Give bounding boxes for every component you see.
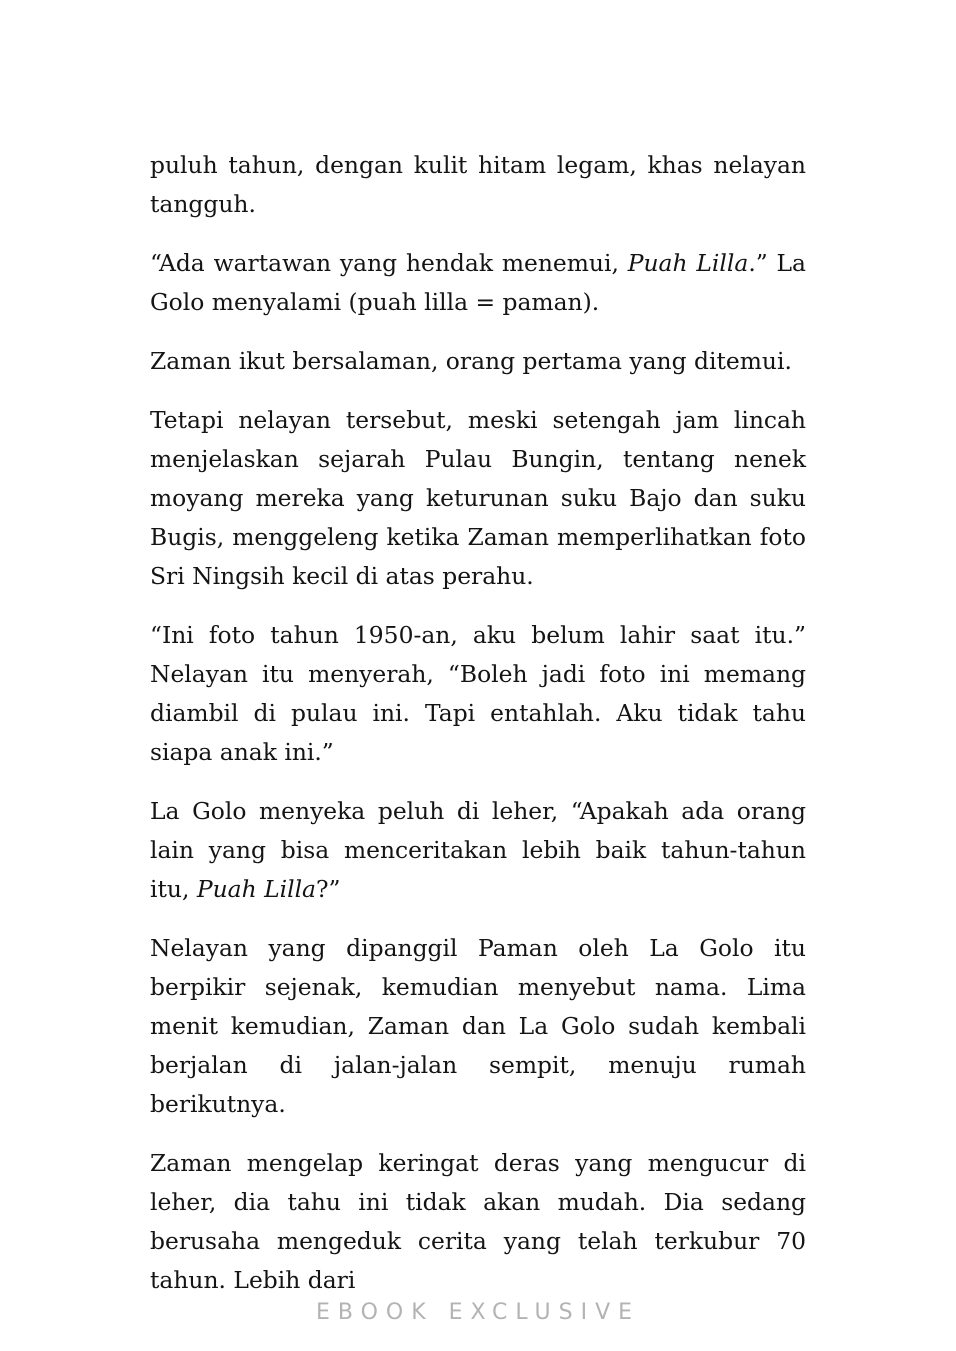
paragraph-7 xyxy=(150,929,806,1124)
paragraph-8 xyxy=(150,1144,806,1300)
paragraph-text: .” La Golo menyalami (puah lilla = paman). xyxy=(150,249,807,316)
paragraph-5 xyxy=(150,616,806,772)
paragraph-text: La Golo menyeka peluh di leher, “Apakah ada orang lain yang bisa menceritakan lebih baik tahun-tahun itu, xyxy=(150,797,806,903)
paragraph-6 xyxy=(150,792,806,909)
paragraph-text: ?” xyxy=(316,875,341,903)
paragraph-text: puluh tahun, dengan kulit hitam legam, khas nelayan tangguh. xyxy=(150,151,806,218)
paragraph-4 xyxy=(150,401,806,596)
paragraph-1 xyxy=(150,146,806,224)
page-body xyxy=(150,146,806,1320)
paragraph-text: Nelayan yang dipanggil Paman oleh La Golo itu berpikir sejenak, kemudian menyebut nama. Lima menit kemudian, Zaman dan La Golo sudah kembali berjalan di jalan-jalan sempit, menuju rumah berikutnya. xyxy=(150,934,806,1118)
paragraph-text: Zaman mengelap keringat deras yang mengucur di leher, dia tahu ini tidak akan mudah. Dia sedang berusaha mengeduk cerita yang telah terkubur 70 tahun. Lebih dari xyxy=(150,1149,806,1294)
footer-label: EBOOK EXCLUSIVE xyxy=(315,1300,641,1325)
paragraph-text: “Ada wartawan yang hendak menemui, xyxy=(150,249,628,277)
italic-term: Puah Lilla xyxy=(196,875,316,903)
italic-term: Puah Lilla xyxy=(627,249,749,277)
paragraph-text: Zaman ikut bersalaman, orang pertama yang ditemui. xyxy=(150,347,792,375)
paragraph-text: “Ini foto tahun 1950-an, aku belum lahir saat itu.” Nelayan itu menyerah, “Boleh jadi foto ini memang diambil di pulau ini. Tapi entahlah. Aku tidak tahu siapa anak ini.” xyxy=(150,621,806,766)
paragraph-3 xyxy=(150,342,806,381)
paragraph-text: Tetapi nelayan tersebut, meski setengah jam lincah menjelaskan sejarah Pulau Bungin, tentang nenek moyang mereka yang keturunan suku Bajo dan suku Bugis, menggeleng ketika Zaman memperlihatkan foto Sri Ningsih kecil di atas perahu. xyxy=(150,406,806,590)
paragraph-2 xyxy=(150,244,806,322)
